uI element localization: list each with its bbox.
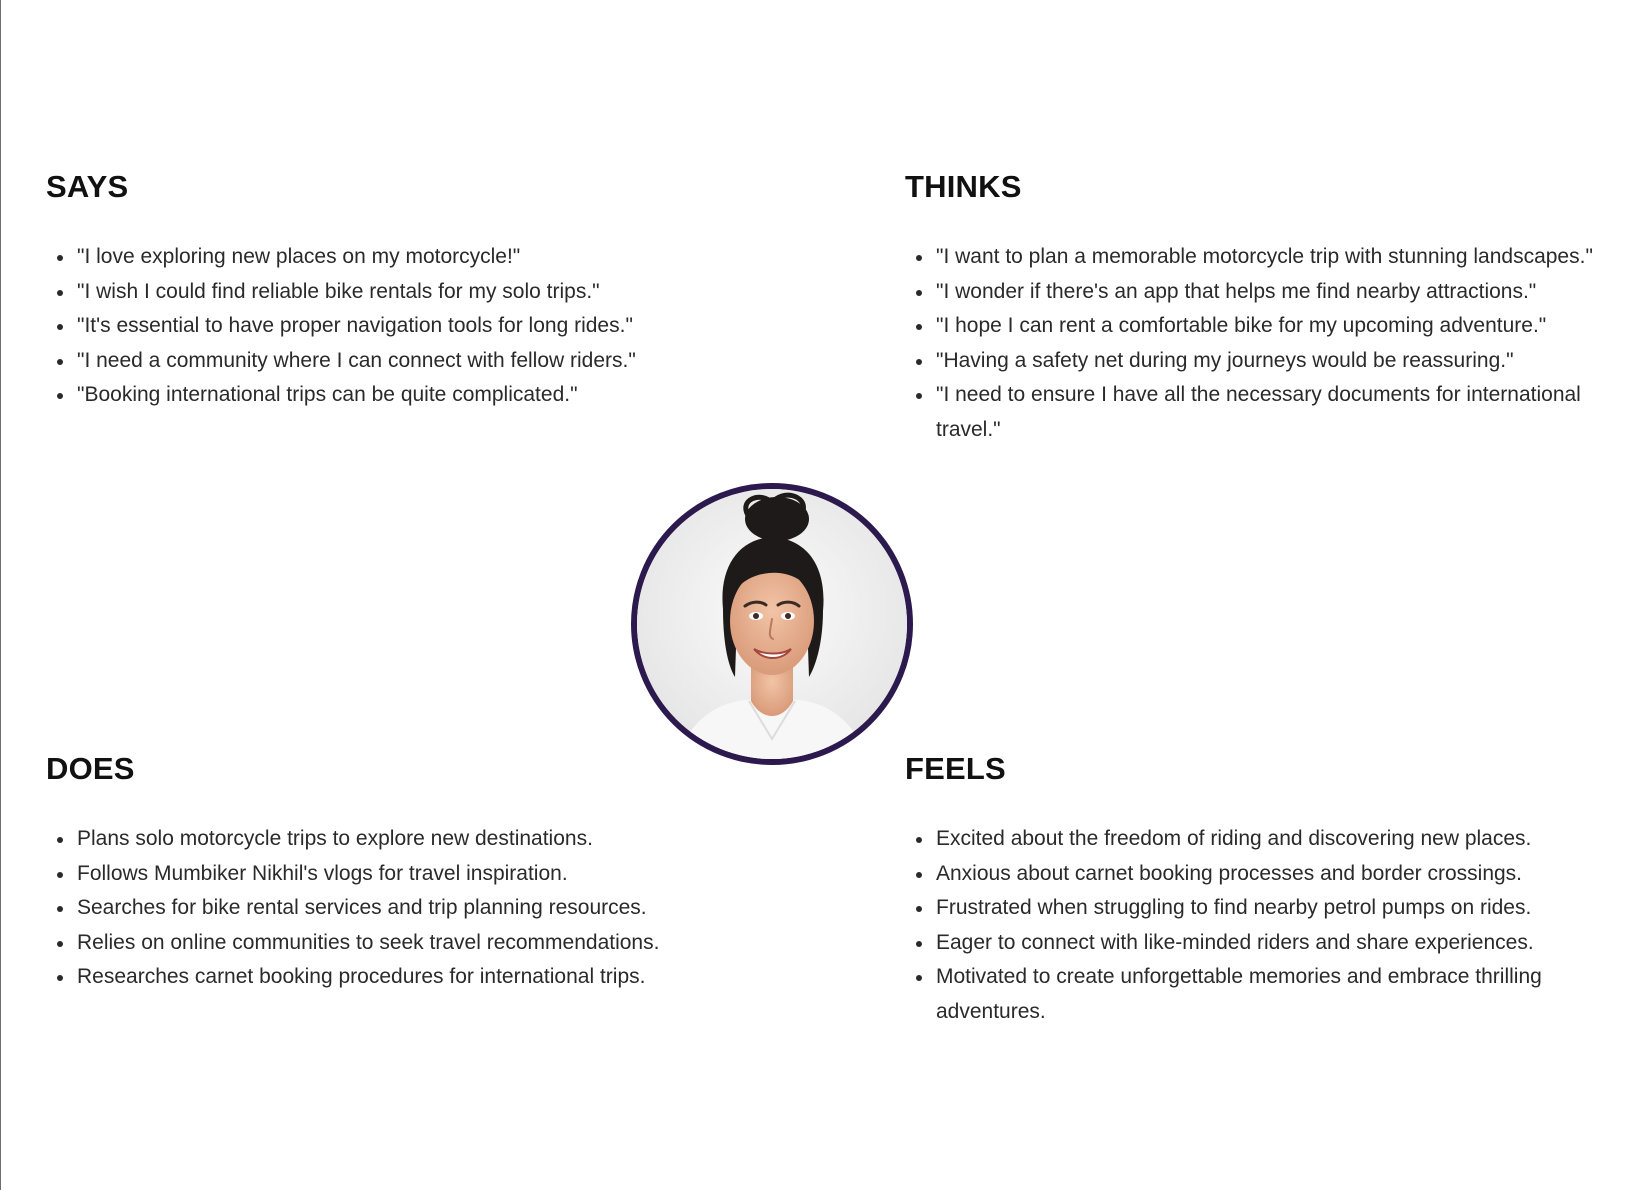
says-item	[46, 240, 806, 275]
feels-item-text: Anxious about carnet booking processes and border crossings.	[936, 861, 1523, 885]
feels-item-text: Excited about the freedom of riding and discovering new places.	[936, 827, 1532, 850]
bullet-icon	[916, 837, 922, 843]
bullet-icon	[916, 941, 922, 947]
does-item-text: Relies on online communities to seek travel recommendations.	[77, 930, 660, 954]
thinks-item	[905, 344, 1605, 379]
thinks-item	[905, 378, 1605, 447]
thinks-item-text: "Having a safety net during my journeys would be reassuring."	[936, 348, 1514, 372]
says-item	[46, 309, 806, 344]
says-item-text: "I need a community where I can connect with fellow riders."	[77, 348, 636, 372]
feels-item	[905, 960, 1605, 1029]
does-item-text: Searches for bike rental services and trip planning resources.	[77, 896, 647, 919]
bullet-icon	[916, 393, 922, 399]
bullet-icon	[57, 393, 63, 399]
feels-item	[905, 926, 1605, 961]
says-quadrant	[46, 168, 806, 413]
says-item	[46, 378, 806, 413]
bullet-icon	[57, 324, 63, 330]
bullet-icon	[57, 359, 63, 365]
says-title: SAYS	[46, 169, 129, 204]
does-item	[46, 926, 806, 961]
left-border-line	[0, 0, 1, 1190]
bullet-icon	[916, 975, 922, 981]
says-item-text: "I wish I could find reliable bike rentals for my solo trips."	[77, 279, 600, 303]
bullet-icon	[916, 906, 922, 912]
thinks-item-text: "I want to plan a memorable motorcycle trip with stunning landscapes."	[936, 245, 1593, 268]
does-item	[46, 960, 806, 995]
bullet-icon	[57, 941, 63, 947]
says-item	[46, 275, 806, 310]
bullet-icon	[57, 255, 63, 261]
bullet-icon	[916, 359, 922, 365]
thinks-item-text: "I hope I can rent a comfortable bike for my upcoming adventure."	[936, 314, 1547, 337]
thinks-item	[905, 275, 1605, 310]
bullet-icon	[57, 290, 63, 296]
does-quadrant	[46, 750, 806, 995]
does-list	[46, 822, 806, 995]
thinks-quadrant	[905, 168, 1605, 447]
says-item-text: "It's essential to have proper navigation tools for long rides."	[77, 314, 633, 337]
bullet-icon	[57, 872, 63, 878]
feels-item-text: Frustrated when struggling to find nearby petrol pumps on rides.	[936, 896, 1532, 919]
bullet-icon	[57, 906, 63, 912]
thinks-item-text: "I need to ensure I have all the necessary documents for international travel."	[936, 383, 1581, 441]
does-item	[46, 822, 806, 857]
feels-item	[905, 822, 1605, 857]
bullet-icon	[916, 324, 922, 330]
says-list	[46, 240, 806, 413]
feels-item	[905, 891, 1605, 926]
feels-title: FEELS	[905, 751, 1006, 786]
persona-avatar	[631, 483, 913, 765]
does-item	[46, 857, 806, 892]
feels-quadrant	[905, 750, 1605, 1029]
thinks-item	[905, 240, 1605, 275]
does-item-text: Plans solo motorcycle trips to explore new destinations.	[77, 827, 593, 850]
feels-item	[905, 857, 1605, 892]
feels-list	[905, 822, 1605, 1029]
thinks-item	[905, 309, 1605, 344]
bullet-icon	[916, 255, 922, 261]
bullet-icon	[57, 975, 63, 981]
thinks-item-text: "I wonder if there's an app that helps me find nearby attractions."	[936, 279, 1537, 303]
does-item-text: Follows Mumbiker Nikhil's vlogs for travel inspiration.	[77, 861, 568, 885]
bullet-icon	[57, 837, 63, 843]
does-item	[46, 891, 806, 926]
thinks-title: THINKS	[905, 169, 1022, 204]
bullet-icon	[916, 290, 922, 296]
feels-item-text: Eager to connect with like-minded riders and share experiences.	[936, 930, 1534, 954]
bullet-icon	[916, 872, 922, 878]
does-item-text: Researches carnet booking procedures for international trips.	[77, 965, 646, 988]
persona-photo-icon	[637, 489, 907, 759]
says-item	[46, 344, 806, 379]
says-item-text: "Booking international trips can be quite complicated."	[77, 383, 578, 406]
thinks-list	[905, 240, 1605, 447]
does-title: DOES	[46, 751, 135, 786]
says-item-text: "I love exploring new places on my motorcycle!"	[77, 245, 521, 268]
feels-item-text: Motivated to create unforgettable memories and embrace thrilling adventures.	[936, 965, 1542, 1023]
